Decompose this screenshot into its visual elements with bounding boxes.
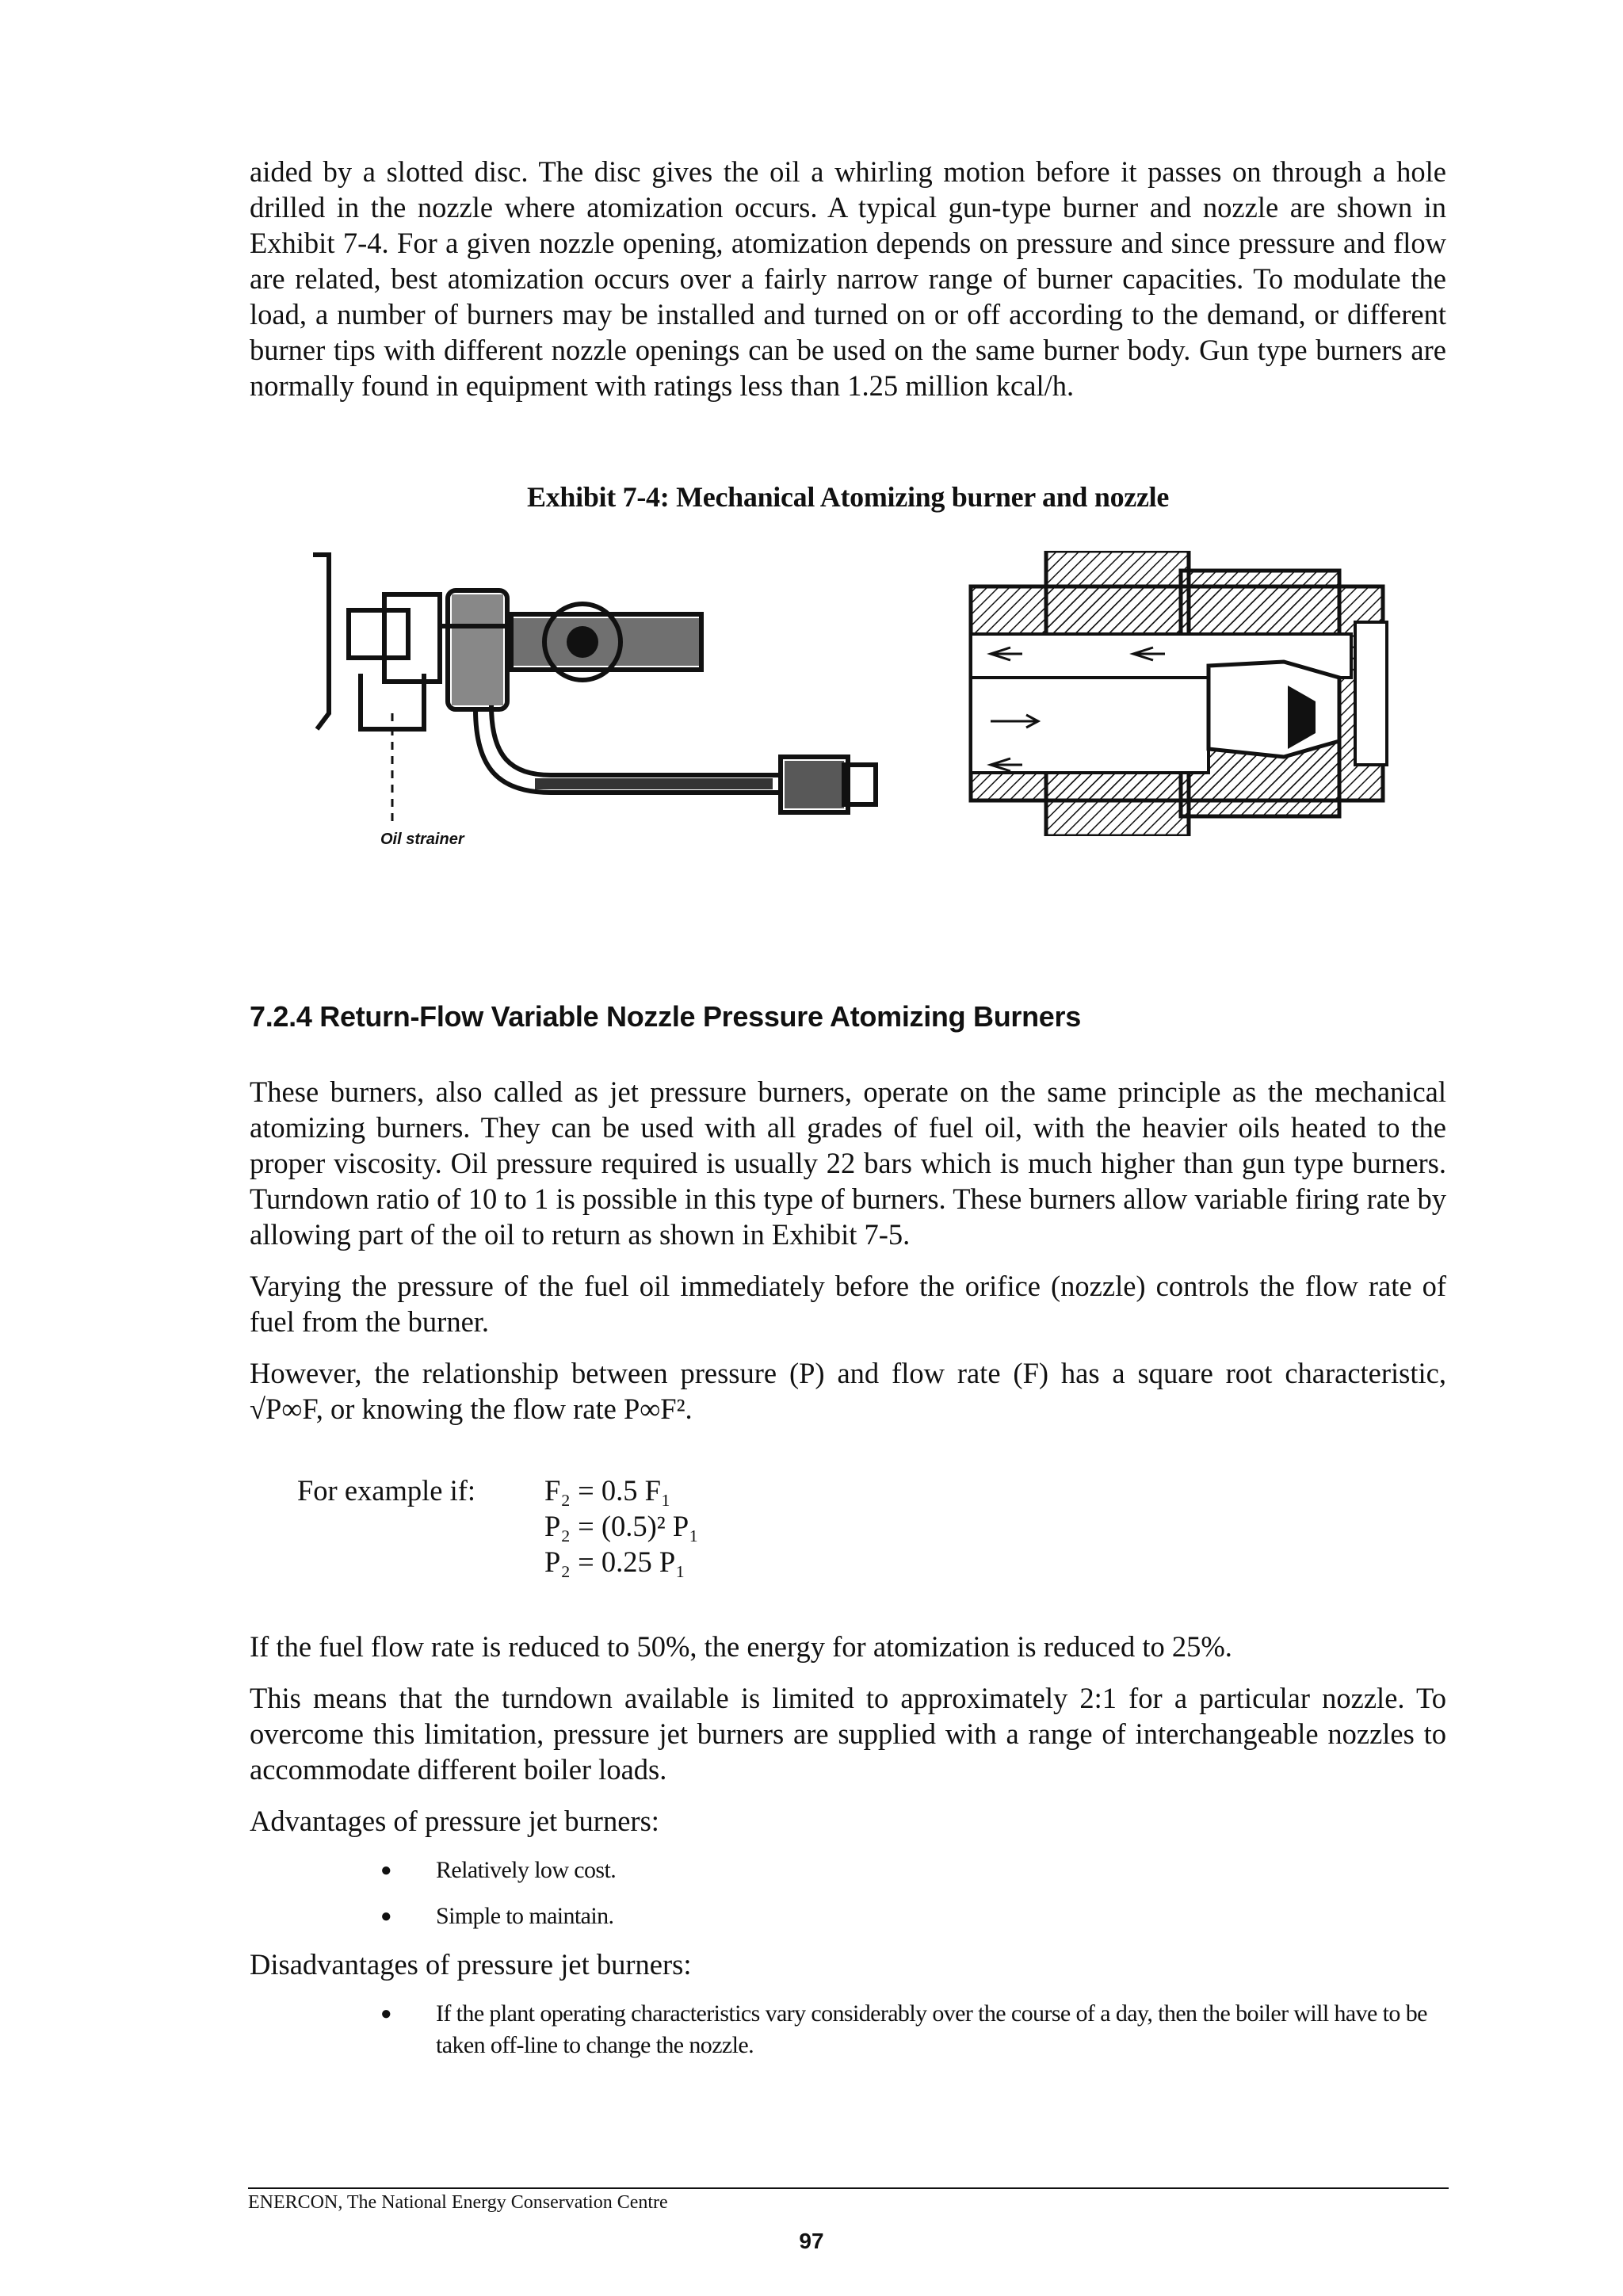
equation-line: P₂ = (0.5)² P₁ (544, 1510, 699, 1542)
list-item: ● Relatively low cost. (380, 1855, 1446, 1886)
paragraph-square-root: However, the relationship between pressure (P) and flow rate (F) has a square root characteristic, √P∞F, or knowing the flow rate P∞F². (250, 1357, 1446, 1425)
advantages-heading: Advantages of pressure jet burners: (250, 1805, 659, 1837)
equation-line: F₂ = 0.5 F₁ (544, 1474, 671, 1507)
burner-illustration (297, 539, 899, 856)
page-number: 97 (799, 2229, 824, 2253)
list-item: ● Simple to maintain. (380, 1901, 1446, 1932)
disadvantages-heading: Disadvantages of pressure jet burners: (250, 1948, 692, 1981)
page-content (250, 154, 1446, 2076)
exhibit-figures (250, 539, 1446, 904)
paragraph-flow-reduction: If the fuel flow rate is reduced to 50%, the energy for atomization is reduced to 25%. (250, 1630, 1232, 1663)
example-label: For example if: (297, 1474, 476, 1507)
advantages-list (250, 1855, 1446, 1932)
disadvantages-list (250, 1998, 1446, 2061)
paragraph-pressure-variation: Varying the pressure of the fuel oil immediately before the orifice (nozzle) controls the flow rate of fuel from the burner. (250, 1270, 1446, 1338)
oil-strainer-label: Oil strainer (380, 831, 464, 848)
example-block (297, 1473, 1446, 1580)
paragraph-turndown: This means that the turndown available is limited to approximately 2:1 for a particular nozzle. To overcome this limitation, pressure jet burners are supplied with a range of interchangeable nozzles to accommodate different boiler loads. (250, 1682, 1446, 1786)
exhibit-title: Exhibit 7-4: Mechanical Atomizing burner and nozzle (526, 481, 1170, 513)
page-footer: ENERCON, The National Energy Conservation Centre (248, 2187, 1449, 2214)
nozzle-cross-section (967, 551, 1569, 836)
equation-line: P₂ = 0.25 P₁ (544, 1545, 685, 1578)
example-equations (544, 1473, 1446, 1580)
section-heading: 7.2.4 Return-Flow Variable Nozzle Pressure Atomizing Burners (250, 1000, 1081, 1033)
list-item: ● If the plant operating characteristics vary considerably over the course of a day, then the boiler will have to be taken off-line to change the nozzle. (380, 1998, 1446, 2061)
paragraph-jet-burners: These burners, also called as jet pressure burners, operate on the same principle as the mechanical atomizing burners. They can be used with all grades of fuel oil, with the heavier oils heated to the proper viscosity. Oil pressure required is usually 22 bars which is much higher than gun type burners. Turndown ratio of 10 to 1 is possible in this type of burners. These burners allow variable firing rate by allowing part of the oil to return as shown in Exhibit 7-5. (250, 1075, 1446, 1251)
paragraph-gun-burner: aided by a slotted disc. The disc gives the oil a whirling motion before it passes on through a hole drilled in the nozzle where atomization occurs. A typical gun-type burner and nozzle are shown in Exhibit 7-4. For a given nozzle opening, atomization depends on pressure and since pressure and flow are related, best atomization occurs over a fairly narrow range of burner capacities. To modulate the load, a number of burners may be installed and turned on or off according to the demand, or different burner tips with different nozzle openings can be used on the same burner body. Gun type burners are normally found in equipment with ratings less than 1.25 million kcal/h. (250, 155, 1446, 402)
